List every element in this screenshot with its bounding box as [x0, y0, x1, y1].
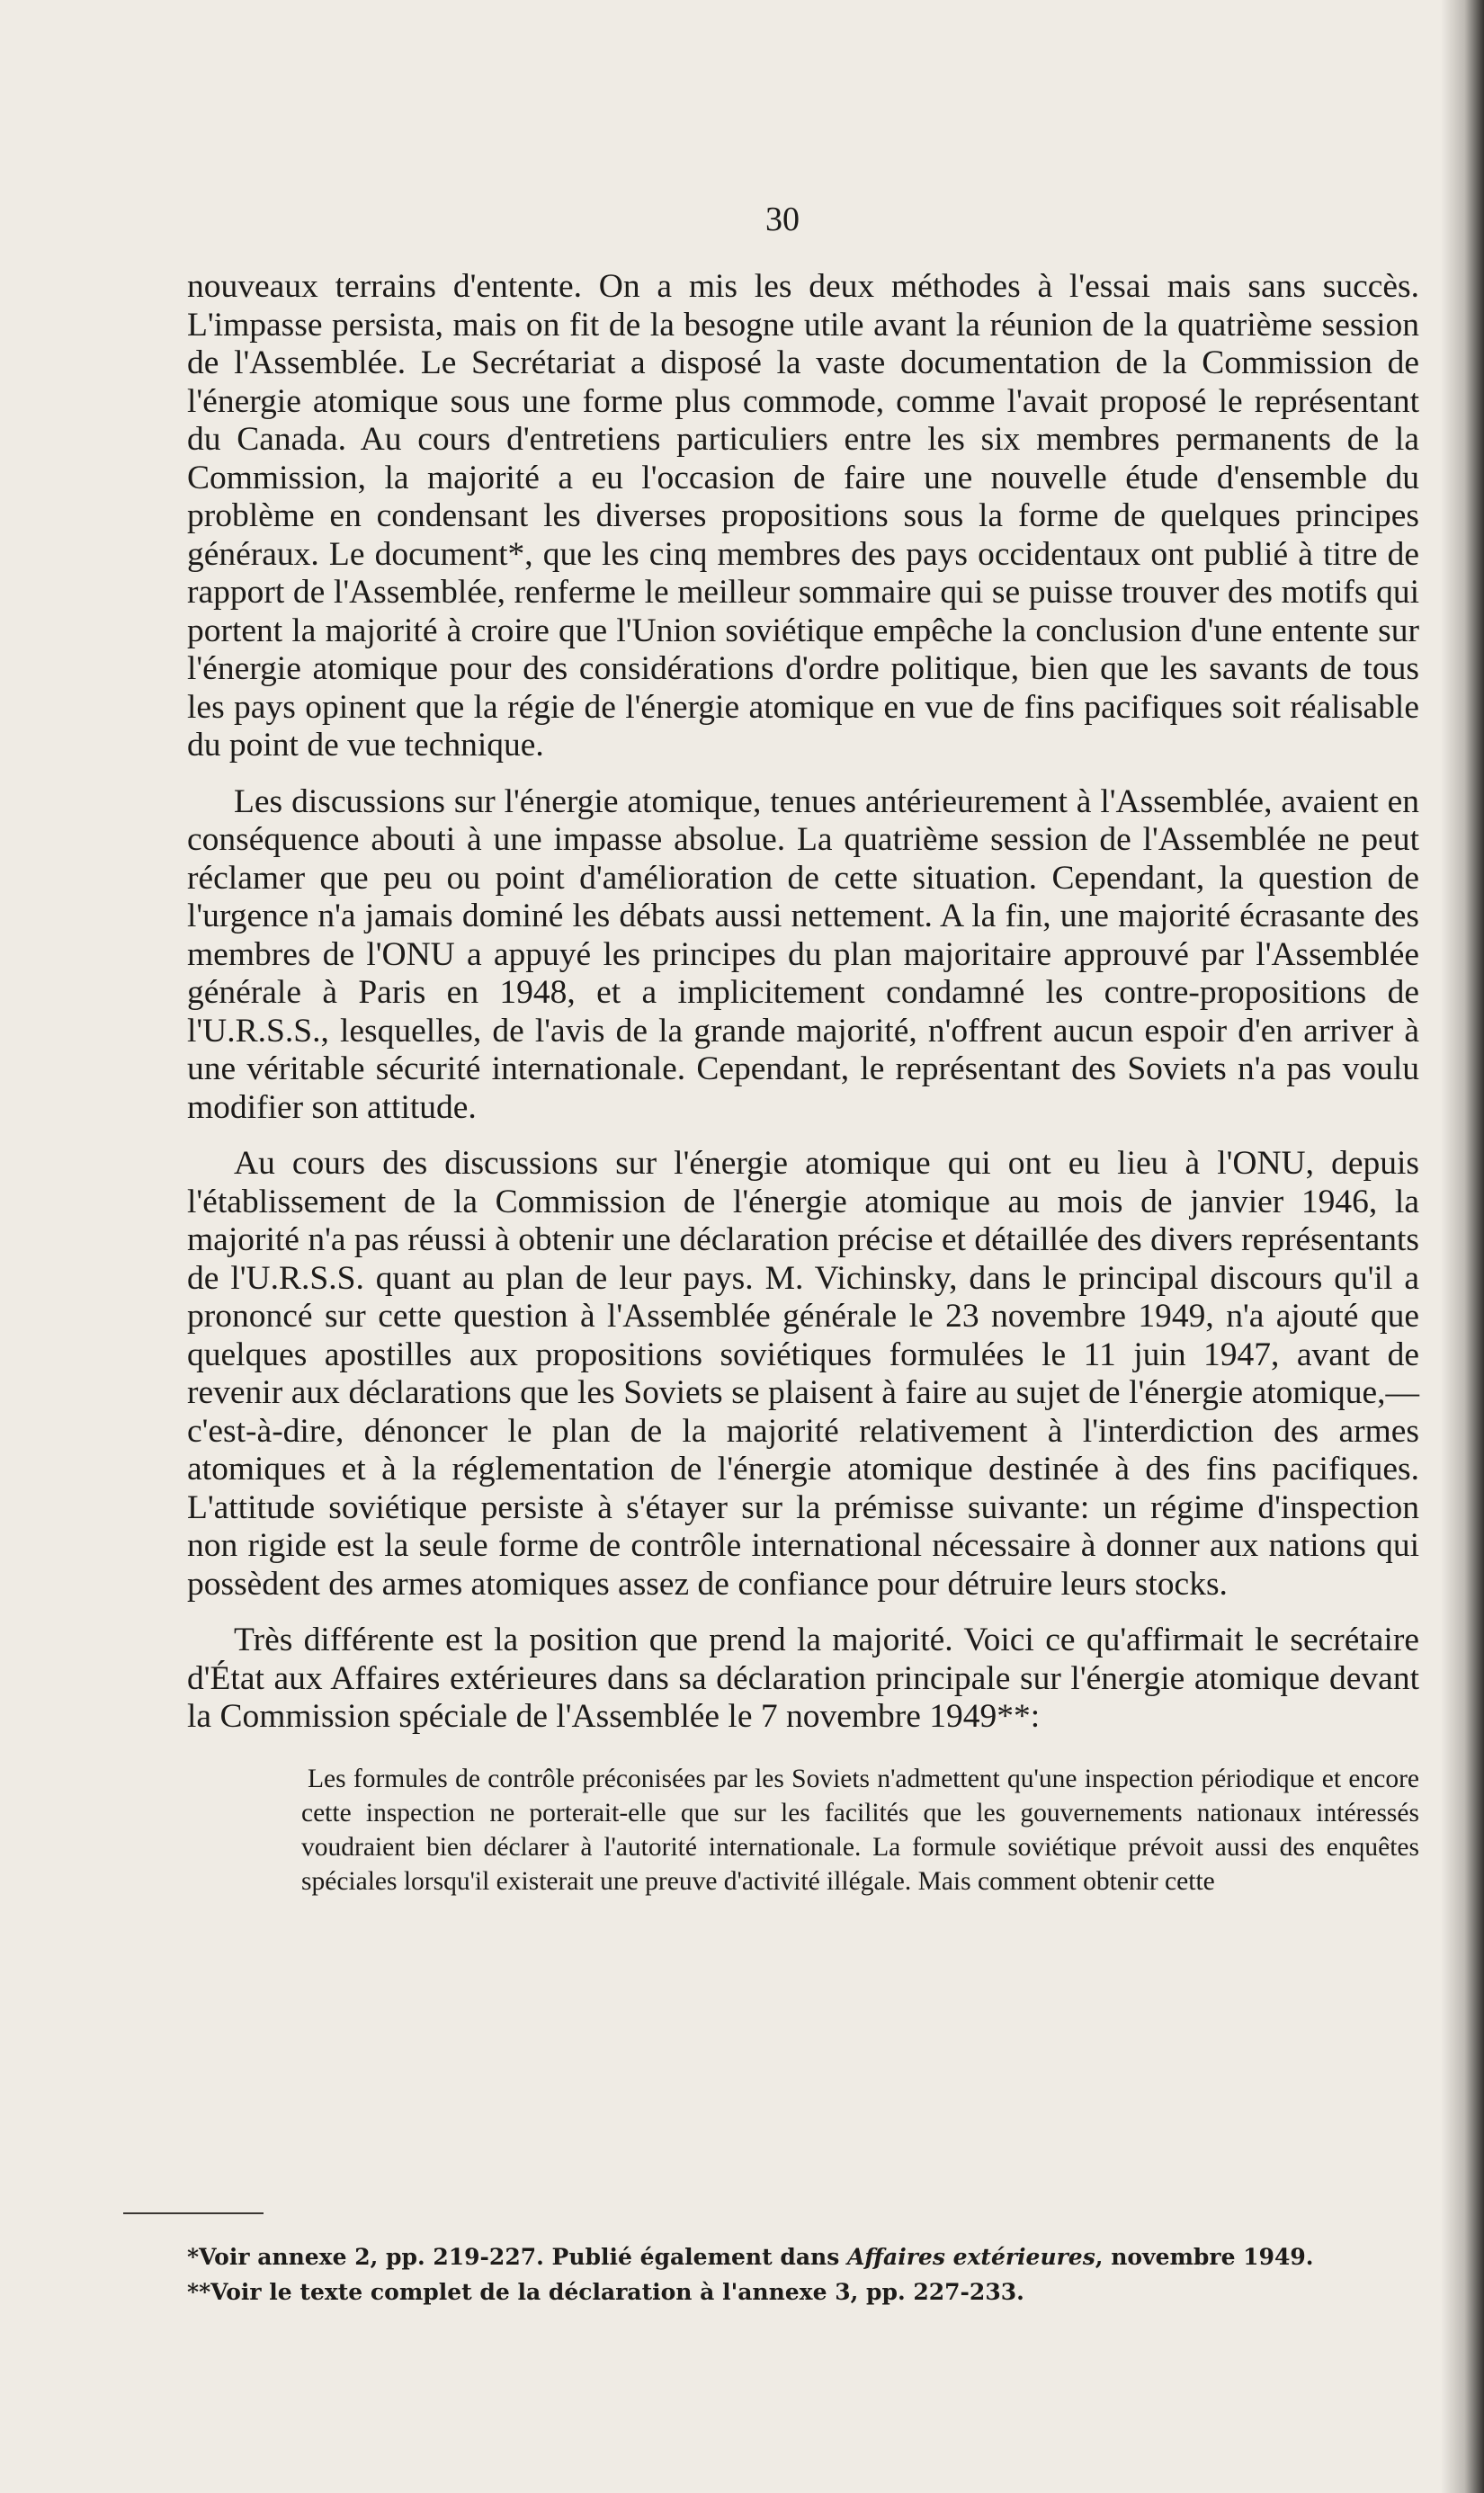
footnotes [187, 2239, 1374, 2310]
footnote-1-publication-title: Affaires extérieures [846, 2244, 1095, 2270]
paragraph-1: nouveaux terrains d'entente. On a mis les deux méthodes à l'essai mais sans succès. L'impasse persista, mais on fit de la besogne utile avant la réunion de la quatrième session de l'Assemblée. Le Secrétariat a disposé la vaste documentation de la Commission de l'énergie atomique sous une forme plus commode, comme l'avait proposé le représentant du Canada. Au cours d'entretiens particuliers entre les six membres permanents de la Commission, la majorité a eu l'occasion de faire une nouvelle étude d'ensemble du problème en condensant les diverses propositions sous la forme de quelques principes généraux. Le document*, que les cinq membres des pays occidentaux ont publié à titre de rapport de l'Assemblée, renferme le meilleur sommaire qui se puisse trouver des motifs qui portent la majorité à croire que l'Union soviétique empêche la conclusion d'une entente sur l'énergie atomique pour des considérations d'ordre politique, bien que les savants de tous les pays opinent que la régie de l'énergie atomique en vue de fins pacifiques soit réalisable du point de vue technique. [187, 268, 1419, 764]
footnote-divider [123, 2212, 264, 2214]
footnote-1 [187, 2239, 1374, 2274]
page-edge-shadow [1441, 0, 1484, 2493]
body-text [187, 268, 1419, 1899]
page-number: 30 [765, 201, 800, 238]
paragraph-2: Les discussions sur l'énergie atomique, tenues antérieurement à l'Assemblée, avaient en conséquence abouti à une impasse absolue. La quatrième session de l'Assemblée ne peut réclamer que peu ou point d'amélioration de cette situation. Cependant, la question de l'urgence n'a jamais dominé les débats aussi nettement. A la fin, une majorité écrasante des membres de l'ONU a appuyé les principes du plan majoritaire approuvé par l'Assemblée générale à Paris en 1948, et a implicitement condamné les contre-propositions de l'U.R.S.S., lesquelles, de l'avis de la grande majorité, n'offrent aucun espoir d'en arriver à une véritable sécurité internationale. Cependant, le représentant des Soviets n'a pas voulu modifier son attitude. [187, 782, 1419, 1126]
footnote-1-prefix: *Voir annexe 2, pp. 219-227. Publié également dans [187, 2244, 847, 2270]
paragraph-4: Très différente est la position que prend la majorité. Voici ce qu'affirmait le secrétaire d'État aux Affaires extérieures dans sa déclaration principale sur l'énergie atomique devant la Commission spéciale de l'Assemblée le 7 novembre 1949**: [187, 1622, 1419, 1735]
block-quote: Les formules de contrôle préconisées par les Soviets n'admettent qu'une inspection périodique et encore cette inspection ne porterait-elle que sur les facilités que les gouvernements nationaux intéressés voudraient bien déclarer à l'autorité internationale. La formule soviétique prévoit aussi des enquêtes spéciales lorsqu'il existerait une preuve d'activité illégale. Mais comment obtenir cette [301, 1764, 1419, 1896]
paragraph-3: Au cours des discussions sur l'énergie atomique qui ont eu lieu à l'ONU, depuis l'établissement de la Commission de l'énergie atomique au mois de janvier 1946, la majorité n'a pas réussi à obtenir une déclaration précise et détaillée des divers représentants de l'U.R.S.S. quant au plan de leur pays. M. Vichinsky, dans le principal discours qu'il a prononcé sur cette question à l'Assemblée générale le 23 novembre 1949, n'a ajouté que quelques apostilles aux propositions soviétiques formulées le 11 juin 1947, avant de revenir aux déclarations que les Soviets se plaisent à faire au sujet de l'énergie atomique,—c'est-à-dire, dénoncer le plan de la majorité relativement à l'interdiction des armes atomiques et à la réglementation de l'énergie atomique destinée à des fins pacifiques. L'attitude soviétique persiste à s'étayer sur la prémisse suivante: un régime d'inspection non rigide est la seule forme de contrôle international nécessaire à donner aux nations qui possèdent des armes atomiques assez de confiance pour détruire leurs stocks. [187, 1145, 1419, 1603]
footnote-2: **Voir le texte complet de la déclaration à l'annexe 3, pp. 227-233. [187, 2279, 1024, 2305]
footnote-1-suffix: , novembre 1949. [1095, 2244, 1314, 2270]
